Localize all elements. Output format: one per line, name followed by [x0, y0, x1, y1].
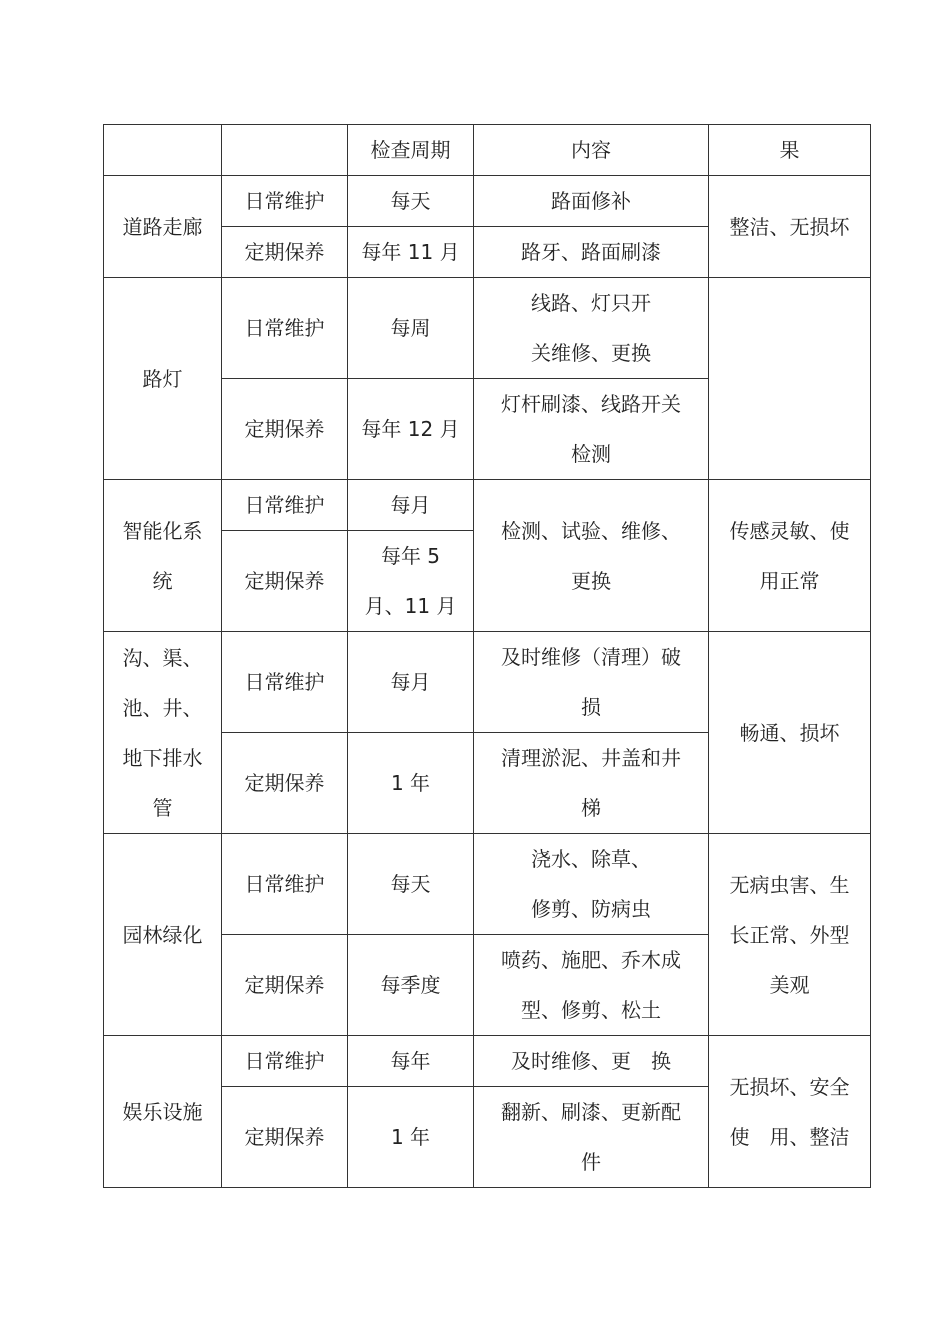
content-cell: 浇水、除草、 修剪、防病虫	[474, 834, 709, 935]
table-row	[104, 278, 871, 379]
maintenance-type-cell: 日常维护	[222, 278, 348, 379]
content-cell: 路面修补	[474, 176, 709, 227]
content-cell: 翻新、刷漆、更新配 件	[474, 1087, 709, 1188]
maintenance-table	[103, 124, 871, 1188]
table-row	[104, 480, 871, 531]
maintenance-type-cell: 日常维护	[222, 834, 348, 935]
result-cell: 整洁、无损坏	[709, 176, 871, 278]
period-cell: 1 年	[348, 733, 474, 834]
maintenance-type-cell: 日常维护	[222, 480, 348, 531]
category-cell: 园林绿化	[104, 834, 222, 1036]
content-cell: 清理淤泥、井盖和井 梯	[474, 733, 709, 834]
header-content: 内容	[474, 125, 709, 176]
period-cell: 每年 12 月	[348, 379, 474, 480]
period-cell: 每月	[348, 480, 474, 531]
maintenance-type-cell: 日常维护	[222, 176, 348, 227]
maintenance-type-cell: 定期保养	[222, 379, 348, 480]
content-cell: 线路、灯只开 关维修、更换	[474, 278, 709, 379]
period-cell: 每天	[348, 176, 474, 227]
header-row	[104, 125, 871, 176]
header-maintenance-type	[222, 125, 348, 176]
table-row	[104, 176, 871, 227]
result-cell: 无病虫害、生 长正常、外型 美观	[709, 834, 871, 1036]
maintenance-type-cell: 定期保养	[222, 227, 348, 278]
category-cell: 娱乐设施	[104, 1036, 222, 1188]
content-cell: 路牙、路面刷漆	[474, 227, 709, 278]
category-cell: 沟、渠、 池、井、 地下排水 管	[104, 632, 222, 834]
header-category	[104, 125, 222, 176]
maintenance-type-cell: 日常维护	[222, 1036, 348, 1087]
content-cell: 喷药、施肥、乔木成 型、修剪、松土	[474, 935, 709, 1036]
period-cell: 每季度	[348, 935, 474, 1036]
period-cell: 1 年	[348, 1087, 474, 1188]
table-row	[104, 834, 871, 935]
table-row	[104, 632, 871, 733]
period-cell: 每年 11 月	[348, 227, 474, 278]
category-cell: 道路走廊	[104, 176, 222, 278]
period-cell: 每年	[348, 1036, 474, 1087]
result-cell	[709, 278, 871, 480]
result-cell: 畅通、损坏	[709, 632, 871, 834]
header-inspection-period: 检查周期	[348, 125, 474, 176]
period-cell: 每天	[348, 834, 474, 935]
period-cell: 每周	[348, 278, 474, 379]
content-cell: 及时维修、更 换	[474, 1036, 709, 1087]
maintenance-type-cell: 定期保养	[222, 935, 348, 1036]
header-result: 果	[709, 125, 871, 176]
content-cell: 及时维修（清理）破 损	[474, 632, 709, 733]
table-row	[104, 1036, 871, 1087]
category-cell: 路灯	[104, 278, 222, 480]
result-cell: 无损坏、安全 使 用、整洁	[709, 1036, 871, 1188]
content-cell: 检测、试验、维修、 更换	[474, 480, 709, 632]
maintenance-type-cell: 定期保养	[222, 531, 348, 632]
period-cell: 每月	[348, 632, 474, 733]
content-cell: 灯杆刷漆、线路开关 检测	[474, 379, 709, 480]
maintenance-type-cell: 定期保养	[222, 1087, 348, 1188]
result-cell: 传感灵敏、使 用正常	[709, 480, 871, 632]
period-cell: 每年 5 月、11 月	[348, 531, 474, 632]
maintenance-type-cell: 定期保养	[222, 733, 348, 834]
maintenance-type-cell: 日常维护	[222, 632, 348, 733]
category-cell: 智能化系 统	[104, 480, 222, 632]
